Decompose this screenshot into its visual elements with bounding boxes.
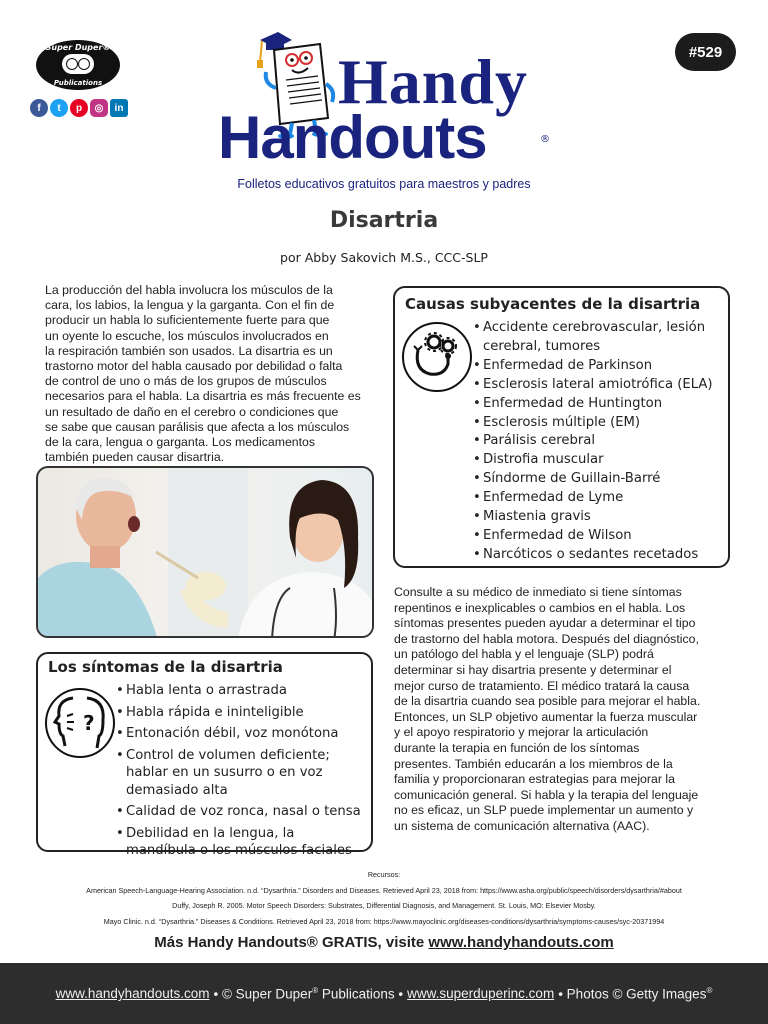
sintomas-heading: Los síntomas de la disartria (48, 658, 283, 676)
speaking-heads-icon (45, 688, 115, 758)
references-heading: Recursos: (367, 870, 401, 879)
brand-title-handouts: Handouts (218, 104, 487, 171)
intro-line: de control de uno o más de los grupos de músculos (45, 374, 327, 389)
instagram-icon[interactable]: ◎ (90, 99, 108, 117)
list-item: • Entonación débil, voz monótona (116, 725, 368, 743)
list-item: • Control de volumen deficiente; hablar en un susurro o en voz demasiado alta (116, 747, 368, 800)
reference-line: Mayo Clinic. n.d. “Dysarthria.” Diseases & Conditions. Retrieved April 23, 2018 from: https://www.mayoclinic.org/diseases-conditions/dysarthria/symptoms-causes/syc-20371994 (103, 916, 665, 926)
list-item: • Debilidad en la lengua, la mandíbula o los músculos faciales (116, 825, 368, 860)
list-item: • Esclerosis múltiple (EM) (473, 414, 723, 433)
intro-line: trastorno motor del habla causado por debilidad o falta (45, 359, 343, 374)
consult-line: no es eficaz, un SLP puede implementar un aumento y (394, 803, 694, 818)
twitter-icon[interactable]: t (50, 99, 68, 117)
reference-line: American Speech-Language-Hearing Association. n.d. “Dysarthria.” Disorders and Diseases. Retrieved April 23, 2018 from: https://www.asha.org/public/speech/disorders/dysarthria/#about (86, 885, 682, 895)
consult-line: durante la terapia en función de los síntomas (394, 740, 640, 755)
intro-line: necesarios para el habla. La disartria es más frecuente es (45, 389, 361, 404)
intro-line: La producción del habla involucra los músculos de la (45, 283, 333, 297)
footer-copyright (213, 986, 403, 1002)
list-item: • Distrofia muscular (473, 451, 723, 470)
intro-line: un oyente lo escuche, los músculos involucrados en (45, 328, 329, 343)
logo-brand-name: Super Duper® (45, 43, 111, 52)
handyhandouts-link[interactable]: www.handyhandouts.com (428, 934, 614, 951)
list-item: • Enfermedad de Parkinson (473, 357, 723, 376)
consult-line: y el apoyo respiratorio y mejorar la articulación (394, 725, 649, 740)
logo-faces-icon (62, 54, 94, 74)
intro-line: de la cara, lengua o garganta. Los medicamentos (45, 435, 316, 450)
footer-superduper-link[interactable]: www.superduperinc.com (407, 986, 555, 1001)
logo-brand-subtitle: Publications (53, 79, 103, 87)
causas-heading: Causas subyacentes de la disartria (405, 295, 701, 313)
registered-mark: ® (540, 134, 550, 145)
intro-line: la respiración también son usados. La disartria es un (45, 343, 333, 358)
list-item: • Accidente cerebrovascular, lesión cerebral, tumores (473, 319, 723, 357)
consult-line: síntomas presentes pueden ayudar a determinar el tipo (394, 616, 696, 631)
consult-line: presentes. También educarán a los miembros de la (394, 756, 673, 771)
footer-photos-reg-mark: ® (706, 985, 713, 995)
intro-paragraph (45, 283, 377, 465)
list-item: • Calidad de voz ronca, nasal o tensa (116, 803, 368, 821)
sintomas-list (116, 682, 368, 864)
list-item: • Narcóticos o sedantes recetados (473, 546, 723, 565)
footer-bar (0, 963, 768, 1024)
brand-tagline: Folletos educativos gratuitos para maestros y padres (237, 177, 531, 191)
svg-text:?: ? (83, 711, 95, 735)
list-item: • Enfermedad de Lyme (473, 489, 723, 508)
consult-line: un sistema de comunicación alternativa (AAC). (394, 818, 650, 833)
footer-copyright-text: • © Super Duper (213, 986, 313, 1002)
footer-handyhandouts-link[interactable]: www.handyhandouts.com (55, 986, 210, 1001)
intro-line: cara, los labios, la lengua y la garganta. Con el fin de (45, 298, 335, 313)
linkedin-icon[interactable]: in (110, 99, 128, 117)
social-links (30, 99, 128, 117)
consult-line: familia y proporcionaran estrategias para mejorar la (394, 772, 675, 787)
consult-line: Entonces, un SLP objetivo aumentar la fuerza muscular (394, 709, 698, 724)
list-item: • Esclerosis lateral amiotrófica (ELA) (473, 376, 723, 395)
footer-photos-credit (558, 986, 712, 1002)
sintomas-box (36, 652, 373, 858)
causas-list (473, 319, 723, 565)
list-item: • Miastenia gravis (473, 508, 723, 527)
doctor-patient-photo (36, 466, 374, 638)
intro-line: se sabe que causan parálisis que afecta a los músculos (45, 419, 350, 434)
consult-line: comunicación general. Si habla y la terapia del lenguaje (394, 787, 699, 802)
more-handouts-line (0, 934, 768, 951)
facebook-icon[interactable]: f (30, 99, 48, 117)
consult-line: de trastorno del habla motora. Después del diagnóstico, (394, 631, 699, 646)
pinterest-icon[interactable]: p (70, 99, 88, 117)
intro-line: un resultado de daño en el cerebro o condiciones que (45, 404, 339, 419)
issue-number-badge: #529 (675, 33, 736, 71)
consult-line: repentinos e inexplicables o cambios en el habla. Los (394, 600, 686, 615)
list-item: • Parálisis cerebral (473, 432, 723, 451)
consult-line: Consulte a su médico de inmediato si tiene síntomas (394, 585, 682, 599)
photo-illustration (38, 468, 374, 638)
list-item: • Habla lenta o arrastrada (116, 682, 368, 700)
intro-line: también pueden causar disartria. (45, 450, 225, 465)
footer-publications-text: Publications • (318, 986, 404, 1002)
causas-box (393, 286, 730, 568)
consult-line: mejor curso de tratamiento. El médico tratará la causa (394, 678, 690, 693)
list-item: • Enfermedad de Huntington (473, 395, 723, 414)
consult-line: un patólogo del habla y el lenguaje (SLP) podrá (394, 647, 654, 662)
reference-line: Duffy, Joseph R. 2005. Motor Speech Disorders: Substrates, Differential Diagnosis, and Management. St. Louis, MO: Elsevier Mosby. (172, 901, 596, 910)
author-byline: por Abby Sakovich M.S., CCC-SLP (280, 250, 488, 265)
consult-paragraph (394, 585, 730, 835)
list-item: • Habla rápida e ininteligible (116, 704, 368, 722)
super-duper-logo[interactable] (36, 40, 120, 90)
page-title: Disartria (329, 208, 439, 233)
intro-line: producir un habla lo suficientemente fuerte para que (45, 313, 330, 328)
more-handouts-text: Más Handy Handouts® GRATIS, visite (154, 934, 429, 951)
brand-title-handy: Handy (338, 46, 528, 117)
consult-line: de la disartria cuando sea posible para mejorar el habla. (394, 694, 701, 709)
consult-line: determinar si hay disartria presente y determinar el (394, 662, 672, 677)
footer-photos-text: • Photos © Getty Images (558, 986, 707, 1002)
gears-stethoscope-icon (402, 322, 472, 392)
references (0, 867, 768, 929)
list-item: • Enfermedad de Wilson (473, 527, 723, 546)
list-item: • Síndorme de Guillain-Barré (473, 470, 723, 489)
footer-reg-mark: ® (312, 985, 319, 995)
